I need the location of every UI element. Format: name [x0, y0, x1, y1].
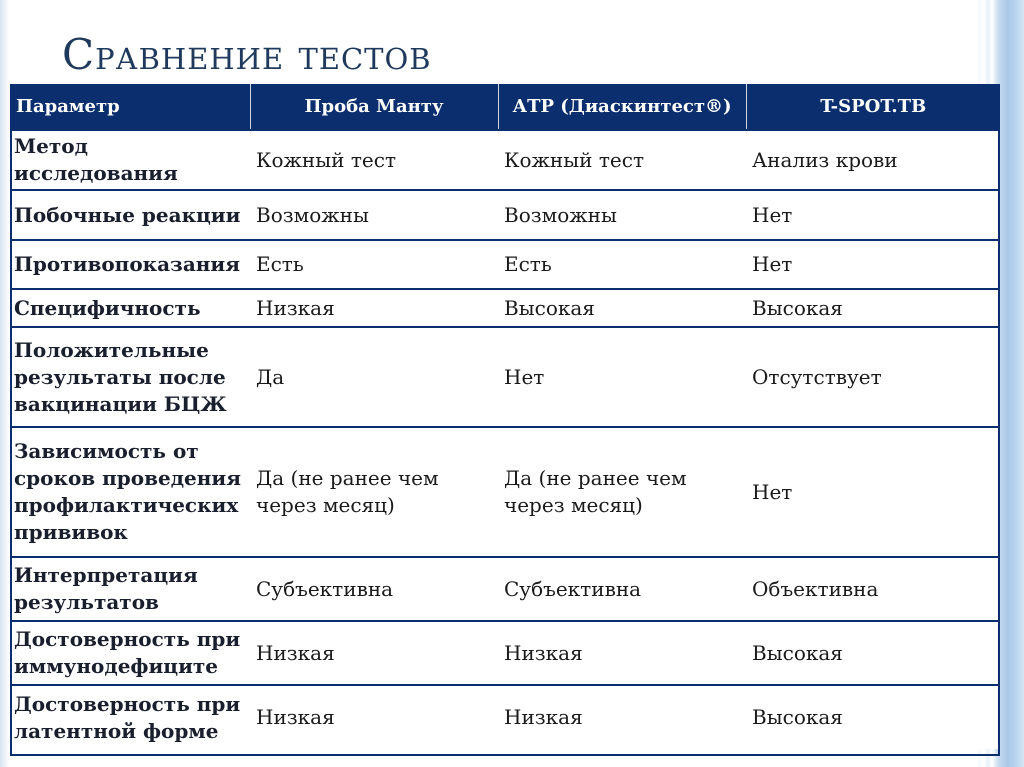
table-row [10, 621, 1000, 685]
table-row [10, 289, 1000, 327]
row-parameter: Достоверность при иммунодефиците [10, 621, 250, 685]
row-cell: Нет [746, 240, 1000, 289]
header-atr-diaskintest: АТР (Диаскинтест®) [498, 84, 746, 130]
row-cell: Есть [250, 240, 498, 289]
row-cell: Есть [498, 240, 746, 289]
row-parameter: Метод исследования [10, 130, 250, 190]
table-frame-right [998, 84, 1000, 756]
row-cell: Низкая [498, 685, 746, 749]
row-cell: Да (не ранее чем через месяц) [498, 427, 746, 557]
row-cell: Возможны [250, 190, 498, 240]
table-row [10, 327, 1000, 427]
row-cell: Да (не ранее чем через месяц) [250, 427, 498, 557]
row-cell: Возможны [498, 190, 746, 240]
row-cell: Высокая [746, 289, 1000, 327]
row-parameter: Противопоказания [10, 240, 250, 289]
row-cell: Нет [498, 327, 746, 427]
row-cell: Субъективна [250, 557, 498, 621]
table-row [10, 240, 1000, 289]
table-header-row [10, 84, 1000, 130]
header-mantoux: Проба Манту [250, 84, 498, 130]
row-parameter: Интерпретация результатов [10, 557, 250, 621]
header-tspot: T-SPOT.TB [820, 96, 927, 117]
row-cell: Высокая [746, 621, 1000, 685]
row-cell: Объективна [746, 557, 1000, 621]
row-cell: Нет [746, 427, 1000, 557]
row-parameter: Зависимость от сроков проведения профилактических прививок [10, 427, 250, 557]
row-cell: Низкая [250, 289, 498, 327]
table-frame-bottom [10, 754, 1000, 756]
row-parameter: Положительные результаты после вакцинации БЦЖ [10, 327, 250, 427]
row-cell: Низкая [250, 621, 498, 685]
row-cell: Низкая [250, 685, 498, 749]
row-parameter: Побочные реакции [10, 190, 250, 240]
row-parameter: Достоверность при латентной форме [10, 685, 250, 749]
slide-left-edge [0, 0, 10, 767]
table-row [10, 557, 1000, 621]
slide-title: Сравнение тестов [62, 30, 432, 79]
row-cell: Высокая [746, 685, 1000, 749]
table-row [10, 190, 1000, 240]
row-cell: Нет [746, 190, 1000, 240]
row-cell: Низкая [498, 621, 746, 685]
row-cell: Высокая [498, 289, 746, 327]
table-frame-left [10, 84, 12, 756]
comparison-table-container [10, 84, 1000, 756]
row-cell: Отсутствует [746, 327, 1000, 427]
table-row [10, 130, 1000, 190]
row-cell: Анализ крови [746, 130, 1000, 190]
table-row [10, 685, 1000, 749]
comparison-table [10, 84, 1000, 749]
row-cell: Да [250, 327, 498, 427]
header-parameter: Параметр [10, 84, 250, 130]
row-cell: Кожный тест [498, 130, 746, 190]
row-cell: Субъективна [498, 557, 746, 621]
table-row [10, 427, 1000, 557]
row-parameter: Специфичность [10, 289, 250, 327]
row-cell: Кожный тест [250, 130, 498, 190]
